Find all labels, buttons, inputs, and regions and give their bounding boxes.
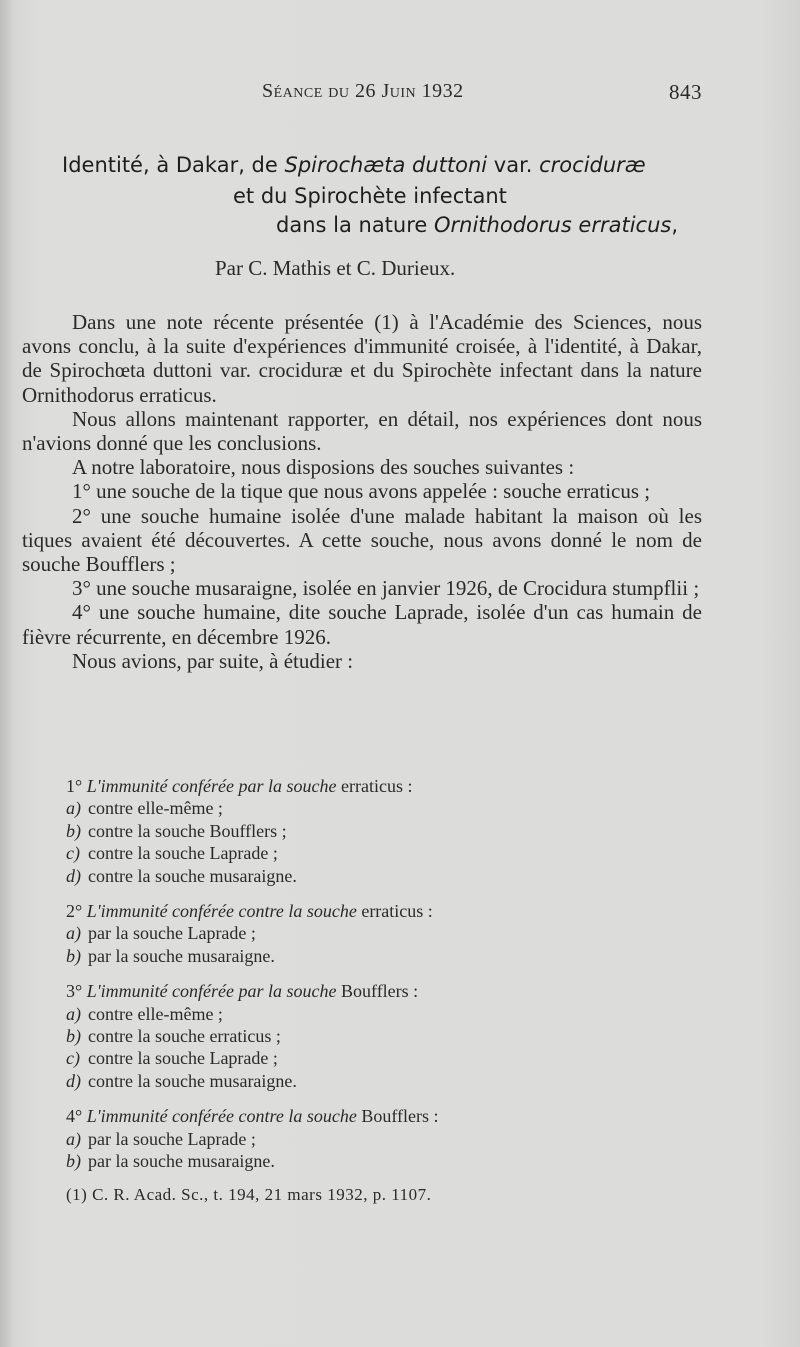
- list-number: 2°: [66, 901, 83, 922]
- list-heading-rest: erraticus :: [356, 901, 433, 922]
- item-text: contre la souche Laprade ;: [88, 1048, 278, 1069]
- list-item: [66, 1070, 706, 1092]
- list-heading-italic: L'immunité conférée contre la souche: [86, 1106, 357, 1127]
- item-letter: a): [66, 1003, 81, 1024]
- article-title-line-1: [62, 153, 682, 177]
- list-item: [66, 842, 706, 864]
- item-text: contre la souche erraticus ;: [88, 1026, 281, 1047]
- item-letter: d): [66, 865, 81, 886]
- item-letter: b): [66, 945, 81, 966]
- list-item: [66, 945, 706, 967]
- item-text: contre la souche Boufflers ;: [88, 820, 287, 841]
- paragraph: 1° une souche de la tique que nous avons appelée : souche erraticus ;: [72, 479, 651, 504]
- item-letter: b): [66, 1151, 81, 1172]
- title-text: Identité, à Dakar, de: [62, 153, 285, 177]
- list-heading: [66, 900, 706, 922]
- item-letter: a): [66, 923, 81, 944]
- list-heading-rest: Boufflers :: [356, 1106, 439, 1127]
- paragraph: 3° une souche musaraigne, isolée en janvier 1926, de Crocidura stumpflii ;: [72, 576, 700, 601]
- item-text: contre elle-même ;: [88, 798, 223, 819]
- title-species: Spirochæta duttoni: [284, 153, 488, 177]
- item-text: par la souche musaraigne.: [88, 1151, 275, 1172]
- running-header: [262, 80, 702, 103]
- list-heading: [66, 1105, 706, 1127]
- title-text: dans la nature: [276, 213, 434, 237]
- paragraph: Nous allons maintenant rapporter, en détail, nos expériences dont nous n'avions donné que les conclusions.: [22, 406, 702, 456]
- list-heading-rest: Boufflers :: [336, 981, 419, 1002]
- title-text: var.: [487, 153, 540, 177]
- list-heading-rest: erraticus :: [336, 776, 413, 796]
- item-text: contre la souche musaraigne.: [88, 865, 297, 886]
- list-group: [66, 775, 706, 887]
- list-number: 3°: [66, 981, 83, 1002]
- list-heading: [66, 775, 706, 797]
- authors: Par C. Mathis et C. Durieux.: [215, 256, 456, 280]
- list-heading: [66, 980, 706, 1002]
- list-group: [66, 900, 706, 967]
- list-heading-italic: L'immunité conférée contre la souche: [86, 901, 357, 922]
- article-title-line-2: et du Spirochète infectant: [233, 184, 507, 208]
- article-body: [22, 310, 702, 673]
- paragraph: 4° une souche humaine, dite souche Laprade, isolée d'un cas humain de fièvre récurrente, en décembre 1926.: [22, 600, 702, 649]
- list-heading-italic: L'immunité conférée par la souche: [86, 981, 337, 1002]
- article-title-line-3: [276, 213, 800, 237]
- list-item: [66, 865, 706, 887]
- list-group: [66, 980, 706, 1092]
- list-item: [66, 922, 706, 944]
- list-item: [66, 797, 706, 819]
- title-variety: crociduræ: [539, 153, 646, 177]
- item-letter: d): [66, 1070, 81, 1091]
- item-letter: b): [66, 1026, 81, 1047]
- list-number: 1°: [66, 776, 83, 796]
- paragraph: 2° une souche humaine isolée d'une malade habitant la maison où les tiques avaient été découvertes. A cette souche, nous avons donné le nom de souche Boufflers ;: [22, 503, 702, 577]
- list-item: [66, 1003, 706, 1025]
- list-item: [66, 1150, 706, 1172]
- list-item: [66, 1025, 706, 1047]
- running-head: Séance du 26 Juin 1932: [262, 80, 464, 102]
- item-letter: c): [66, 843, 80, 864]
- title-species: Ornithodorus erraticus: [434, 213, 672, 237]
- item-text: par la souche Laprade ;: [88, 923, 256, 944]
- list-number: 4°: [66, 1106, 83, 1127]
- study-list: [66, 775, 706, 1186]
- item-text: par la souche Laprade ;: [88, 1128, 256, 1149]
- title-text: ,: [671, 213, 679, 237]
- item-text: contre la souche musaraigne.: [88, 1070, 297, 1091]
- list-item: [66, 820, 706, 842]
- item-letter: a): [66, 1128, 81, 1149]
- paragraph: Nous avions, par suite, à étudier :: [72, 648, 354, 673]
- item-letter: c): [66, 1048, 80, 1069]
- list-item: [66, 1047, 706, 1069]
- list-item: [66, 1128, 706, 1150]
- page-number: 843: [669, 80, 702, 104]
- item-text: contre la souche Laprade ;: [88, 843, 278, 864]
- paragraph: Dans une note récente présentée (1) à l'Académie des Sciences, nous avons conclu, à la suite d'expériences d'immunité croisée, à l'identité, à Dakar, de Spirochœta duttoni var. crociduræ et du Spirochète infectant dans la nature Ornithodorus erraticus.: [22, 310, 702, 407]
- list-heading-italic: L'immunité conférée par la souche: [86, 776, 337, 796]
- item-text: contre elle-même ;: [88, 1003, 223, 1024]
- item-text: par la souche musaraigne.: [88, 945, 275, 966]
- item-letter: a): [66, 798, 81, 819]
- item-letter: b): [66, 820, 81, 841]
- footnote: (1) C. R. Acad. Sc., t. 194, 21 mars 1932, p. 1107.: [66, 1185, 432, 1204]
- list-group: [66, 1105, 706, 1172]
- paragraph: A notre laboratoire, nous disposions des souches suivantes :: [72, 455, 575, 480]
